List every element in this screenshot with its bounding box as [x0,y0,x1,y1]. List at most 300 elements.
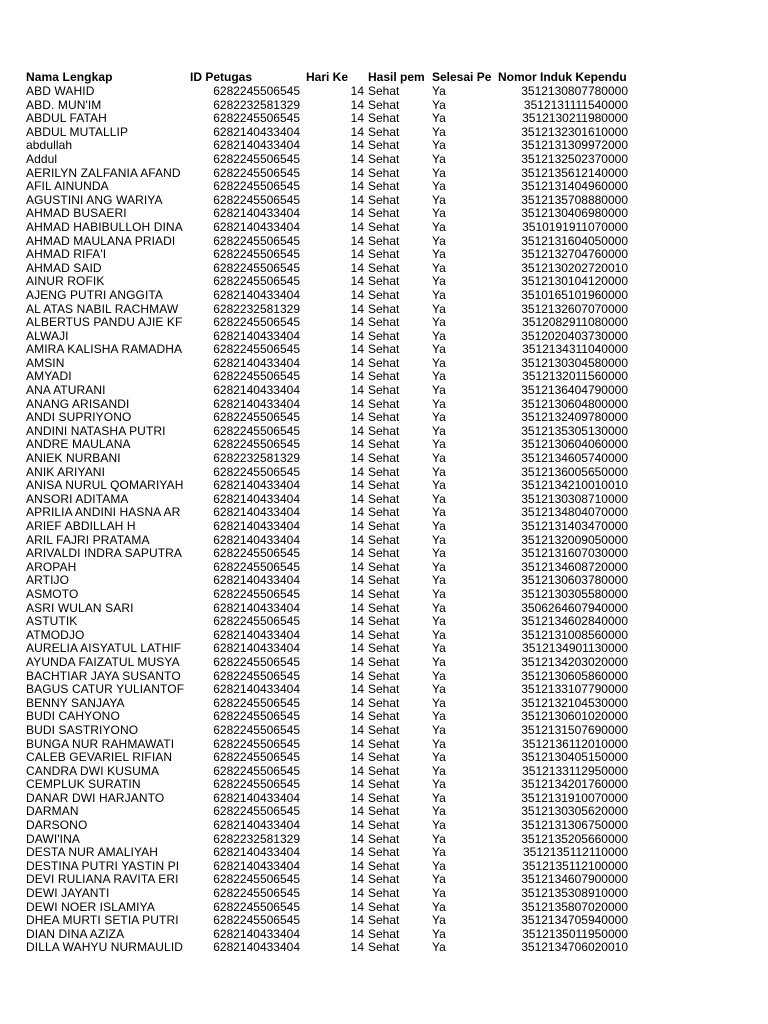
cell-selesai: Ya [432,370,446,384]
cell-id-petugas: 6282140433404 [213,492,300,506]
cell-id-petugas: 6282245506545 [213,655,300,669]
table-row [0,520,768,534]
cell-hari-ke: 14 [350,452,364,466]
cell-id-petugas: 6282245506545 [213,261,300,275]
cell-id-petugas: 6282245506545 [213,370,300,384]
cell-hari-ke: 14 [350,587,364,601]
cell-nomor-induk: 3512134201760000 [521,778,628,792]
table-row [0,248,768,262]
table-row [0,316,768,330]
cell-id-petugas: 6282245506545 [213,411,300,425]
cell-selesai: Ya [432,533,446,547]
cell-hasil: Sehat [368,384,400,398]
cell-nomor-induk: 3512131309972000 [521,139,628,153]
cell-hasil: Sehat [368,275,400,289]
cell-selesai: Ya [432,642,446,656]
cell-nama-lengkap: ABD WAHID [26,85,95,98]
table-row [0,357,768,371]
cell-hari-ke: 14 [350,152,364,166]
cell-nomor-induk: 3512135011950000 [522,927,628,941]
cell-hasil: Sehat [368,859,400,873]
table-row [0,466,768,480]
table-row [0,99,768,113]
cell-selesai: Ya [432,859,446,873]
table-row [0,275,768,289]
table-row [0,207,768,221]
cell-hari-ke: 14 [350,302,364,316]
table-row [0,506,768,520]
cell-hasil: Sehat [368,819,400,833]
cell-hasil: Sehat [368,193,400,207]
header-nama-lengkap: Nama Lengkap [26,70,113,84]
cell-nama-lengkap: AGUSTINI ANG WARIYA [26,193,163,207]
cell-nama-lengkap: DARMAN [26,805,79,819]
cell-nama-lengkap: AROPAH [26,560,77,574]
cell-id-petugas: 6282245506545 [213,85,300,98]
cell-nama-lengkap: ABDUL MUTALLIP [26,125,129,139]
cell-nama-lengkap: ALBERTUS PANDU AJIE KF [26,316,183,330]
cell-nama-lengkap: ANANG ARISANDI [26,397,130,411]
cell-id-petugas: 6282245506545 [213,737,300,751]
cell-nomor-induk: 3512131306750000 [521,819,628,833]
cell-hasil: Sehat [368,261,400,275]
table-row [0,194,768,208]
cell-id-petugas: 6282245506545 [213,900,300,914]
cell-nama-lengkap: AYUNDA FAIZATUL MUSYA [26,655,180,669]
cell-nama-lengkap: AMSIN [26,356,65,370]
cell-nama-lengkap: CANDRA DWI KUSUMA [26,764,160,778]
cell-nama-lengkap: ASRI WULAN SARI [26,601,134,615]
table-row [0,303,768,317]
cell-nomor-induk: 3512134901130000 [522,642,628,656]
cell-selesai: Ya [432,601,446,615]
cell-selesai: Ya [432,139,446,153]
table-row [0,289,768,303]
cell-nama-lengkap: APRILIA ANDINI HASNA AR [26,506,181,520]
cell-nama-lengkap: BUDI CAHYONO [26,710,120,724]
cell-nomor-induk: 3512130601020000 [521,710,628,724]
cell-hasil: Sehat [368,397,400,411]
table-row [0,574,768,588]
cell-hasil: Sehat [368,927,400,941]
cell-nama-lengkap: DESTA NUR AMALIYAH [26,846,159,860]
cell-hasil: Sehat [368,791,400,805]
table-row [0,452,768,466]
cell-nama-lengkap: CEMPLUK SURATIN [26,778,141,792]
table-row [0,85,768,99]
cell-id-petugas: 6282140433404 [213,288,300,302]
cell-hasil: Sehat [368,288,400,302]
cell-nomor-induk: 3510165101960000 [521,288,628,302]
cell-selesai: Ya [432,574,446,588]
cell-hari-ke: 14 [350,492,364,506]
table-row [0,384,768,398]
table-row [0,493,768,507]
cell-nomor-induk: 3512132301610000 [521,125,628,139]
cell-id-petugas: 6282140433404 [213,846,300,860]
table-row [0,167,768,181]
header-nomor-induk: Nomor Induk Kependu [498,70,627,84]
data-table [0,70,768,955]
table-row [0,887,768,901]
table-body [0,85,768,955]
cell-hari-ke: 14 [350,873,364,887]
cell-id-petugas: 6282140433404 [213,397,300,411]
cell-hasil: Sehat [368,302,400,316]
cell-selesai: Ya [432,941,446,955]
cell-id-petugas: 6282232581329 [213,302,300,316]
table-row [0,588,768,602]
table-row [0,262,768,276]
cell-hari-ke: 14 [350,234,364,248]
cell-nomor-induk: 3512131604050000 [521,234,628,248]
cell-hasil: Sehat [368,914,400,928]
cell-selesai: Ya [432,587,446,601]
cell-selesai: Ya [432,846,446,860]
table-row [0,873,768,887]
cell-id-petugas: 6282245506545 [213,275,300,289]
cell-id-petugas: 6282245506545 [213,723,300,737]
cell-hari-ke: 14 [350,180,364,194]
cell-selesai: Ya [432,696,446,710]
cell-selesai: Ya [432,248,446,262]
cell-hari-ke: 14 [350,737,364,751]
cell-id-petugas: 6282232581329 [213,452,300,466]
table-row [0,534,768,548]
cell-selesai: Ya [432,819,446,833]
cell-id-petugas: 6282140433404 [213,791,300,805]
table-row [0,670,768,684]
cell-hari-ke: 14 [350,370,364,384]
cell-hasil: Sehat [368,574,400,588]
cell-nama-lengkap: ARIL FAJRI PRATAMA [26,533,150,547]
cell-id-petugas: 6282140433404 [213,601,300,615]
cell-hasil: Sehat [368,343,400,357]
table-row [0,697,768,711]
cell-nomor-induk: 3512136112010000 [522,737,628,751]
cell-hari-ke: 14 [350,411,364,425]
cell-id-petugas: 6282245506545 [213,112,300,126]
cell-hasil: Sehat [368,152,400,166]
cell-nomor-induk: 3512130308710000 [521,492,628,506]
cell-nama-lengkap: DILLA WAHYU NURMAULID [26,941,184,955]
cell-id-petugas: 6282232581329 [213,98,300,112]
cell-nomor-induk: 3512132704760000 [521,248,628,262]
cell-nama-lengkap: BUNGA NUR RAHMAWATI [26,737,175,751]
cell-hari-ke: 14 [350,261,364,275]
cell-nomor-induk: 3512132502370000 [521,152,628,166]
table-row [0,479,768,493]
cell-id-petugas: 6282245506545 [213,560,300,574]
cell-selesai: Ya [432,710,446,724]
cell-hari-ke: 14 [350,438,364,452]
cell-hasil: Sehat [368,655,400,669]
cell-nomor-induk: 3512135205660000 [521,832,628,846]
cell-hari-ke: 14 [350,479,364,493]
cell-nomor-induk: 3512132011560000 [522,370,628,384]
cell-nomor-induk: 3512020403730000 [521,329,628,343]
cell-id-petugas: 6282245506545 [213,152,300,166]
cell-nama-lengkap: abdullah [26,139,73,153]
table-row [0,642,768,656]
cell-hasil: Sehat [368,615,400,629]
cell-hari-ke: 14 [350,887,364,901]
cell-nomor-induk: 3512134705940000 [521,914,628,928]
cell-id-petugas: 6282245506545 [213,234,300,248]
cell-nomor-induk: 3512130406980000 [521,207,628,221]
cell-nomor-induk: 3512134605740000 [521,452,628,466]
cell-selesai: Ya [432,424,446,438]
cell-hari-ke: 14 [350,723,364,737]
table-row [0,941,768,955]
cell-selesai: Ya [432,316,446,330]
cell-id-petugas: 6282140433404 [213,574,300,588]
cell-id-petugas: 6282140433404 [213,479,300,493]
cell-nomor-induk: 3512134602840000 [521,615,628,629]
cell-hasil: Sehat [368,601,400,615]
cell-hasil: Sehat [368,764,400,778]
table-row [0,343,768,357]
cell-selesai: Ya [432,764,446,778]
cell-nomor-induk: 3512131910070000 [521,791,628,805]
cell-selesai: Ya [432,778,446,792]
cell-hasil: Sehat [368,316,400,330]
table-row [0,180,768,194]
cell-selesai: Ya [432,343,446,357]
cell-hari-ke: 14 [350,288,364,302]
cell-selesai: Ya [432,900,446,914]
cell-nomor-induk: 3512132409780000 [521,411,628,425]
table-row [0,221,768,235]
table-row [0,683,768,697]
cell-nama-lengkap: DESTINA PUTRI YASTIN PI [26,859,180,873]
cell-hasil: Sehat [368,85,400,98]
cell-hari-ke: 14 [350,98,364,112]
cell-hari-ke: 14 [350,710,364,724]
cell-nomor-induk: 3512130304580000 [521,356,628,370]
cell-nama-lengkap: DHEA MURTI SETIA PUTRI [26,914,179,928]
cell-selesai: Ya [432,465,446,479]
cell-nomor-induk: 3512135112110000 [523,846,628,860]
cell-nomor-induk: 3512134311040000 [522,343,628,357]
cell-hari-ke: 14 [350,791,364,805]
cell-hasil: Sehat [368,723,400,737]
cell-nama-lengkap: DIAN DINA AZIZA [26,927,125,941]
cell-id-petugas: 6282140433404 [213,139,300,153]
cell-nama-lengkap: AHMAD BUSAERI [26,207,127,221]
cell-selesai: Ya [432,98,446,112]
table-row [0,370,768,384]
header-hasil: Hasil pem [368,70,425,84]
cell-id-petugas: 6282245506545 [213,248,300,262]
cell-nomor-induk: 3512135708880000 [521,193,628,207]
cell-id-petugas: 6282245506545 [213,751,300,765]
cell-nama-lengkap: ABD. MUN'IM [26,98,102,112]
cell-id-petugas: 6282140433404 [213,506,300,520]
cell-nama-lengkap: AERILYN ZALFANIA AFAND [26,166,181,180]
cell-selesai: Ya [432,275,446,289]
cell-nama-lengkap: AHMAD MAULANA PRIADI [26,234,176,248]
cell-hari-ke: 14 [350,506,364,520]
cell-nama-lengkap: AMYADI [26,370,72,384]
cell-nama-lengkap: ASTUTIK [26,615,78,629]
table-row [0,792,768,806]
cell-nama-lengkap: ABDUL FATAH [26,112,107,126]
cell-id-petugas: 6282140433404 [213,207,300,221]
cell-selesai: Ya [432,805,446,819]
cell-id-petugas: 6282245506545 [213,873,300,887]
cell-nama-lengkap: ANSORI ADITAMA [26,492,129,506]
cell-hari-ke: 14 [350,683,364,697]
table-row [0,126,768,140]
cell-nama-lengkap: DEVI RULIANA RAVITA ERI [26,873,179,887]
cell-hari-ke: 14 [350,316,364,330]
cell-hasil: Sehat [368,506,400,520]
cell-selesai: Ya [432,85,446,98]
cell-id-petugas: 6282245506545 [213,424,300,438]
cell-hari-ke: 14 [350,139,364,153]
cell-hasil: Sehat [368,587,400,601]
cell-selesai: Ya [432,547,446,561]
cell-hari-ke: 14 [350,900,364,914]
cell-nomor-induk: 3512130807780000 [521,85,628,98]
cell-hari-ke: 14 [350,819,364,833]
cell-hasil: Sehat [368,642,400,656]
cell-hasil: Sehat [368,778,400,792]
cell-hari-ke: 14 [350,615,364,629]
cell-hasil: Sehat [368,248,400,262]
cell-hari-ke: 14 [350,207,364,221]
cell-id-petugas: 6282245506545 [213,887,300,901]
cell-hasil: Sehat [368,900,400,914]
cell-id-petugas: 6282140433404 [213,642,300,656]
cell-nama-lengkap: ANDINI NATASHA PUTRI [26,424,166,438]
cell-nomor-induk: 3512130211980000 [522,112,628,126]
cell-selesai: Ya [432,166,446,180]
cell-id-petugas: 6282245506545 [213,343,300,357]
cell-nama-lengkap: AURELIA AISYATUL LATHIF [26,642,182,656]
cell-nama-lengkap: ARIEF ABDILLAH H [26,520,136,533]
cell-hasil: Sehat [368,547,400,561]
cell-hari-ke: 14 [350,384,364,398]
cell-hari-ke: 14 [350,547,364,561]
cell-id-petugas: 6282245506545 [213,547,300,561]
cell-id-petugas: 6282245506545 [213,587,300,601]
cell-hari-ke: 14 [350,356,364,370]
cell-nama-lengkap: ARTIJO [26,574,70,588]
cell-nama-lengkap: ANIEK NURBANI [26,452,121,466]
cell-hasil: Sehat [368,560,400,574]
table-row [0,235,768,249]
cell-nama-lengkap: ANA ATURANI [26,384,106,398]
cell-hari-ke: 14 [350,424,364,438]
cell-hari-ke: 14 [350,764,364,778]
cell-id-petugas: 6282245506545 [213,465,300,479]
cell-selesai: Ya [432,411,446,425]
cell-hari-ke: 14 [350,696,364,710]
cell-hari-ke: 14 [350,85,364,98]
cell-selesai: Ya [432,520,446,533]
cell-nama-lengkap: ANDI SUPRIYONO [26,411,132,425]
cell-hari-ke: 14 [350,560,364,574]
cell-nomor-induk: 3512130104120000 [521,275,628,289]
cell-nama-lengkap: DARSONO [26,819,88,833]
cell-hasil: Sehat [368,424,400,438]
table-row [0,860,768,874]
cell-hasil: Sehat [368,98,400,112]
cell-id-petugas: 6282245506545 [213,615,300,629]
table-row [0,778,768,792]
cell-hasil: Sehat [368,533,400,547]
cell-selesai: Ya [432,737,446,751]
cell-nama-lengkap: ANIK ARIYANI [26,465,106,479]
cell-nama-lengkap: AJENG PUTRI ANGGITA [26,288,164,302]
cell-hasil: Sehat [368,438,400,452]
cell-nama-lengkap: ATMODJO [26,628,85,642]
cell-nomor-induk: 3512134804070000 [521,506,628,520]
table-row [0,425,768,439]
table-row [0,765,768,779]
cell-nama-lengkap: AFIL AINUNDA [26,180,109,194]
cell-nomor-induk: 3512130305580000 [521,587,628,601]
cell-nomor-induk: 3512133107790000 [521,683,628,697]
cell-id-petugas: 6282245506545 [213,778,300,792]
cell-nama-lengkap: DANAR DWI HARJANTO [26,791,165,805]
cell-selesai: Ya [432,180,446,194]
cell-hasil: Sehat [368,941,400,955]
cell-selesai: Ya [432,669,446,683]
cell-hasil: Sehat [368,873,400,887]
cell-hari-ke: 14 [350,655,364,669]
cell-id-petugas: 6282232581329 [213,832,300,846]
cell-id-petugas: 6282245506545 [213,764,300,778]
cell-nama-lengkap: AMIRA KALISHA RAMADHA [26,343,183,357]
cell-nomor-induk: 3512130603780000 [521,574,628,588]
cell-nama-lengkap: AHMAD HABIBULLOH DINA [26,220,183,234]
cell-hari-ke: 14 [350,574,364,588]
cell-selesai: Ya [432,927,446,941]
table-row [0,724,768,738]
cell-hasil: Sehat [368,220,400,234]
cell-selesai: Ya [432,302,446,316]
cell-nama-lengkap: AL ATAS NABIL RACHMAW [26,302,179,316]
header-selesai: Selesai Pe [432,70,492,84]
cell-nomor-induk: 3512132009050000 [521,533,628,547]
cell-nama-lengkap: ARIVALDI INDRA SAPUTRA [26,547,183,561]
cell-nomor-induk: 3512130604800000 [521,397,628,411]
cell-selesai: Ya [432,207,446,221]
cell-hari-ke: 14 [350,520,364,533]
cell-hari-ke: 14 [350,329,364,343]
cell-nomor-induk: 3512130202720010 [521,261,628,275]
cell-hasil: Sehat [368,805,400,819]
cell-hari-ke: 14 [350,343,364,357]
cell-nama-lengkap: DEWI JAYANTI [26,887,110,901]
cell-hari-ke: 14 [350,642,364,656]
cell-selesai: Ya [432,193,446,207]
table-row [0,438,768,452]
table-row [0,411,768,425]
cell-nomor-induk: 3512082911080000 [522,316,628,330]
cell-hasil: Sehat [368,411,400,425]
cell-nama-lengkap: DAWI'INA [26,832,80,846]
cell-hari-ke: 14 [350,846,364,860]
cell-id-petugas: 6282245506545 [213,696,300,710]
cell-id-petugas: 6282140433404 [213,220,300,234]
cell-nomor-induk: 3512132104530000 [521,696,628,710]
cell-id-petugas: 6282245506545 [213,316,300,330]
cell-hasil: Sehat [368,683,400,697]
